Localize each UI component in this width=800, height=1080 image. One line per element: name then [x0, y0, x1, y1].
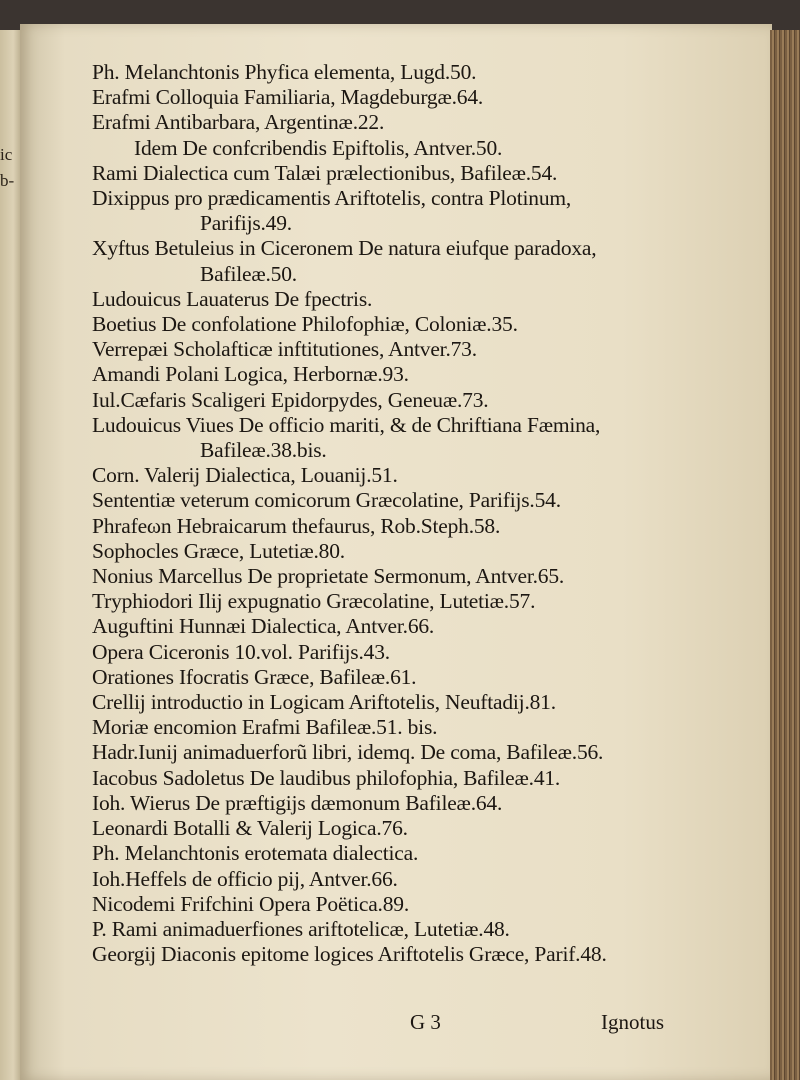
left-margin-fragment: b- [0, 171, 15, 190]
book-entry: Nicodemi Frifchini Opera Poëtica.89. [92, 891, 410, 916]
book-entry: Amandi Polani Logica, Herbornæ.93. [92, 362, 409, 387]
book-entry: Iacobus Sadoletus De laudibus philofophia, Bafileæ.41. [92, 765, 561, 790]
book-entry: Rami Dialectica cum Talæi prælectionibus, Bafileæ.54. [92, 160, 558, 185]
book-entry: Ph. Melanchtonis erotemata dialectica. [92, 841, 419, 866]
book-entry: Crellij introductio in Logicam Ariftotelis, Neuftadij.81. [92, 690, 556, 715]
book-entry: Parifijs.49. [200, 211, 292, 236]
book-entry: Ioh.Heffels de officio pij, Antver.66. [92, 866, 398, 891]
book-entry: Sententiæ veterum comicorum Græcolatine, Parifijs.54. [92, 488, 561, 513]
catchword: Ignotus [601, 1010, 664, 1034]
book-entry: P. Rami animaduerfiones ariftotelicæ, Lutetiæ.48. [92, 916, 510, 941]
book-entry: Bafileæ.38.bis. [200, 438, 327, 463]
book-entry: Erafmi Colloquia Familiaria, Magdeburgæ.64. [92, 85, 484, 110]
left-margin-fragment: ic [0, 145, 13, 164]
book-entry: Verrepæi Scholafticæ inftitutiones, Antver.73. [92, 337, 477, 362]
signature-mark: G 3 [410, 1010, 441, 1034]
book-entry: Ioh. Wierus De præftigijs dæmonum Bafileæ.64. [92, 790, 503, 815]
book-entry: Tryphiodori Ilij expugnatio Græcolatine, Lutetiæ.57. [92, 589, 536, 614]
book-entry: Leonardi Botalli & Valerij Logica.76. [92, 816, 408, 841]
book-list [92, 60, 692, 967]
page-footer [92, 1010, 664, 1040]
book-entry: Phrafeωn Hebraicarum thefaurus, Rob.Steph.58. [92, 513, 501, 538]
book-entry: Erafmi Antibarbara, Argentinæ.22. [92, 110, 385, 135]
book-entry: Corn. Valerij Dialectica, Louanij.51. [92, 463, 398, 488]
book-entry: Iul.Cæfaris Scaligeri Epidorpydes, Geneuæ.73. [92, 387, 489, 412]
book-entry: Georgij Diaconis epitome logices Ariftotelis Græce, Parif.48. [92, 942, 607, 967]
book-fore-edge [770, 30, 800, 1080]
book-entry: Idem De confcribendis Epiftolis, Antver.50. [134, 135, 503, 160]
book-entry: Dixippus pro prædicamentis Ariftotelis, contra Plotinum, [92, 186, 572, 211]
book-entry: Sophocles Græce, Lutetiæ.80. [92, 538, 345, 563]
book-entry: Opera Ciceronis 10.vol. Parifijs.43. [92, 639, 390, 664]
book-entry: Bafileæ.50. [200, 261, 297, 286]
book-entry: Boetius De confolatione Philofophiæ, Coloniæ.35. [92, 312, 518, 337]
book-entry: Auguftini Hunnæi Dialectica, Antver.66. [92, 614, 435, 639]
book-entry: Moriæ encomion Erafmi Bafileæ.51. bis. [92, 715, 438, 740]
book-entry: Ph. Melanchtonis Phyfica elementa, Lugd.50. [92, 60, 477, 84]
book-entry: Xyftus Betuleius in Ciceronem De natura eiufque paradoxa, [92, 236, 597, 261]
book-entry: Orationes Ifocratis Græce, Bafileæ.61. [92, 664, 417, 689]
book-entry: Nonius Marcellus De proprietate Sermonum, Antver.65. [92, 564, 565, 589]
book-entry: Hadr.Iunij animaduerforũ libri, idemq. De coma, Bafileæ.56. [92, 740, 604, 765]
book-entry: Ludouicus Lauaterus De fpectris. [92, 286, 373, 311]
book-entry: Ludouicus Viues De officio mariti, & de Chriftiana Fæmina, [92, 412, 601, 437]
